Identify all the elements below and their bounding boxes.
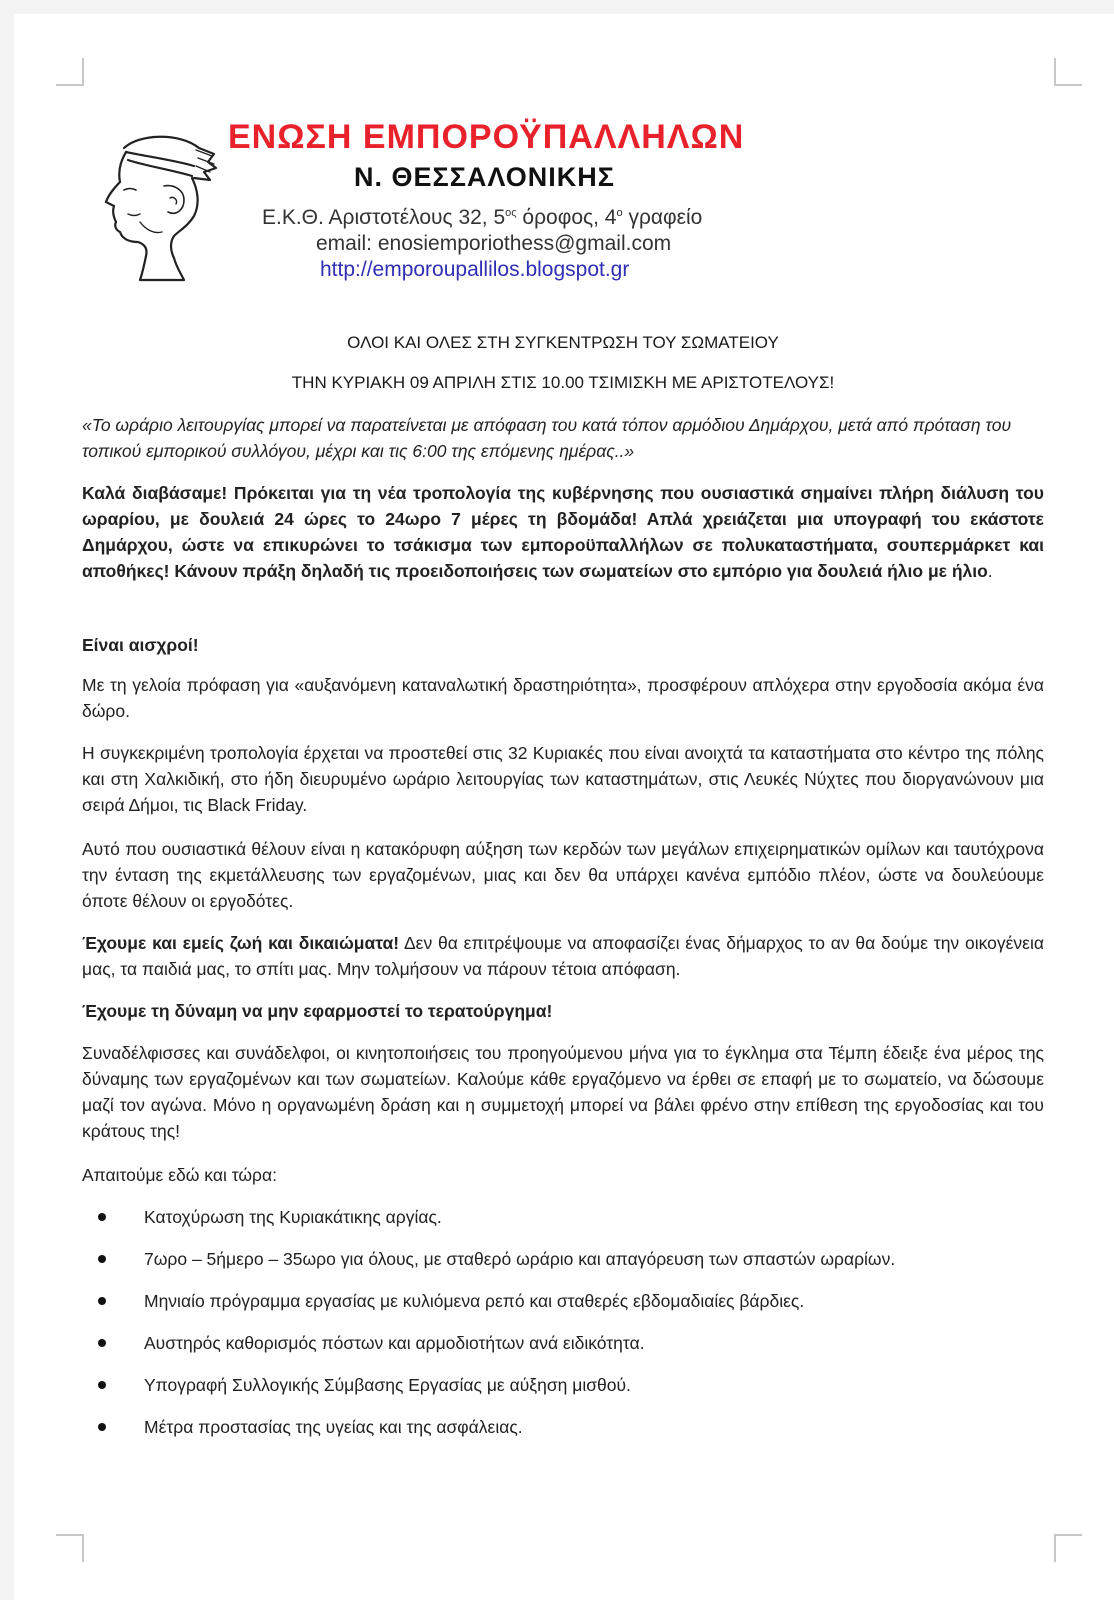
paragraph-rights-bold: Έχουμε και εμείς ζωή και δικαιώματα! [82,933,400,953]
address-superscript: ος [505,207,517,219]
headline-line-1: ΟΛΟΙ ΚΑΙ ΟΛΕΣ ΣΤΗ ΣΥΓΚΕΝΤΡΩΣΗ ΤΟΥ ΣΩΜΑΤΕΙΟΥ [347,333,779,352]
list-item [82,1204,1044,1246]
bullet-icon [98,1213,106,1221]
list-item [82,1246,1044,1288]
crop-mark-top-left [56,58,84,86]
law-quote: «Το ωράριο λειτουργίας μπορεί να παρατείνεται με απόφαση του κατά τόπον αρμόδιου Δημάρχου, μετά από πρόταση του τοπικού εμπορικού συλλόγου, μέχρι και τις 6:00 της επόμενης ημέρας..» [82,415,1012,461]
paragraph-rights-rest: Δεν θα επιτρέψουμε να αποφασίζει ένας δήμαρχος το αν θα δούμε την οικογένεια μας, τα παιδιά μας, το σπίτι μας. Μην τολμήσουν να πάρουν τέτοια απόφαση. [82,933,1044,979]
bullet-icon [98,1381,106,1389]
bullet-icon [98,1339,106,1347]
paragraph-call-to-action: Συναδέλφισσες και συνάδελφοι, οι κινητοποιήσεις του προηγούμενου μήνα για το έγκλημα στα Τέμπη έδειξε ένα μέρος της δύναμης των εργαζομένων και των σωματείων. Καλούμε κάθε εργαζόμενο να έρθει σε επαφή με το σωματείο, να δώσουμε μαζί τον αγώνα. Μόνο η οργανωμένη δράση και η συμμετοχή μπορεί να βάλει φρένο στην επίθεση της εργοδοσίας και του κράτους της! [82,1043,1044,1141]
bullet-icon [98,1255,106,1263]
document-page [14,14,1114,1600]
list-item [82,1330,1044,1372]
org-email: email: enosiemporiothess@gmail.com [316,232,672,255]
list-item [82,1414,1044,1456]
hermes-head-logo-icon [84,126,234,286]
org-city: Ν. ΘΕΣΣΑΛΟΝΙΚΗΣ [354,162,615,192]
address-text: όροφος, 4 [516,206,617,229]
heading-power: Έχουμε τη δύναμη να μην εφαρμοστεί το τερατούργημα! [82,1001,553,1021]
demands-intro: Απαιτούμε εδώ και τώρα: [82,1165,277,1185]
paragraph-rights [82,930,1044,982]
demand-text: Υπογραφή Συλλογικής Σύμβασης Εργασίας με αύξηση μισθού. [144,1375,631,1395]
paragraph-amendment: Η συγκεκριμένη τροπολογία έρχεται να προστεθεί στις 32 Κυριακές που είναι ανοιχτά τα καταστήματα στο κέντρο της πόλης και στη Χαλκιδική, στο ήδη διευρυμένο ωράριο λειτουργίας των καταστημάτων, στις Λευκές Νύχτες που διοργανώνουν μια σειρά Δήμοι, τις Black Friday. [82,743,1044,815]
org-address [262,206,702,230]
paragraph-intro-bold: Καλά διαβάσαμε! Πρόκειται για τη νέα τροπολογία της κυβέρνησης που ουσιαστικά σημαίνει πλήρη διάλυση του ωραρίου, με δουλειά 24 ώρες το 24ωρο 7 μέρες τη βδομάδα! Απλά χρειάζεται μια υπογραφή του εκάστοτε Δημάρχου, ώστε να επικυρώνει το τσάκισμα των εμποροϋπαλλήλων σε πολυκαταστήματα, σουπερμάρκετ και αποθήκες! Κάνουν πράξη δηλαδή τις προειδοποιήσεις των σωματείων στο εμπόριο για δουλειά ήλιο με ήλιο [82,483,1044,581]
org-website-link[interactable]: http://emporoupallilos.blogspot.gr [320,258,630,281]
crop-mark-bottom-left [56,1534,84,1562]
demand-text: Μέτρα προστασίας της υγείας και της ασφάλειας. [144,1417,523,1437]
bullet-icon [98,1423,106,1431]
headline-line-2: ΤΗΝ ΚΥΡΙΑΚΗ 09 ΑΠΡΙΛΗ ΣΤΙΣ 10.00 ΤΣΙΜΙΣΚΗ ΜΕ ΑΡΙΣΤΟΤΕΛΟΥΣ! [291,373,835,392]
heading-shameful: Είναι αισχροί! [82,635,199,655]
address-text: Ε.Κ.Θ. Αριστοτέλους 32, 5 [262,206,506,229]
demand-text: Κατοχύρωση της Κυριακάτικης αργίας. [144,1207,442,1227]
demand-text: Μηνιαίο πρόγραμμα εργασίας με κυλιόμενα ρεπό και σταθερές εβδομαδιαίες βάρδιες. [144,1291,805,1311]
paragraph-intro [82,480,1044,584]
demand-text: Αυστηρός καθορισμός πόστων και αρμοδιοτήτων ανά ειδικότητα. [144,1333,645,1353]
demands-list [82,1204,1044,1456]
paragraph-pretext: Με τη γελοία πρόφαση για «αυξανόμενη καταναλωτική δραστηριότητα», προσφέρουν απλόχερα στην εργοδοσία ακόμα ένα δώρο. [82,675,1044,721]
crop-mark-top-right [1054,58,1082,86]
list-item [82,1288,1044,1330]
crop-mark-bottom-right [1054,1534,1082,1562]
bullet-icon [98,1297,106,1305]
demand-text: 7ωρο – 5ήμερο – 35ωρο για όλους, με σταθερό ωράριο και απαγόρευση των σπαστών ωραρίων. [144,1249,896,1269]
address-superscript: ο [616,207,623,219]
list-item [82,1372,1044,1414]
address-text: γραφείο [622,206,703,229]
org-name: ΕΝΩΣΗ ΕΜΠΟΡΟΫΠΑΛΛΗΛΩΝ [228,118,745,156]
paragraph-profits: Αυτό που ουσιαστικά θέλουν είναι η κατακόρυφη αύξηση των κερδών των μεγάλων επιχειρηματικών ομίλων και ταυτόχρονα την ένταση της εκμετάλλευσης των εργαζομένων, μιας και δεν θα υπάρχει κανένα εμπόδιο πλέον, ώστε να δουλεύουμε όποτε θέλουν οι εργοδότες. [82,839,1044,911]
paragraph-intro-end: . [987,561,993,581]
